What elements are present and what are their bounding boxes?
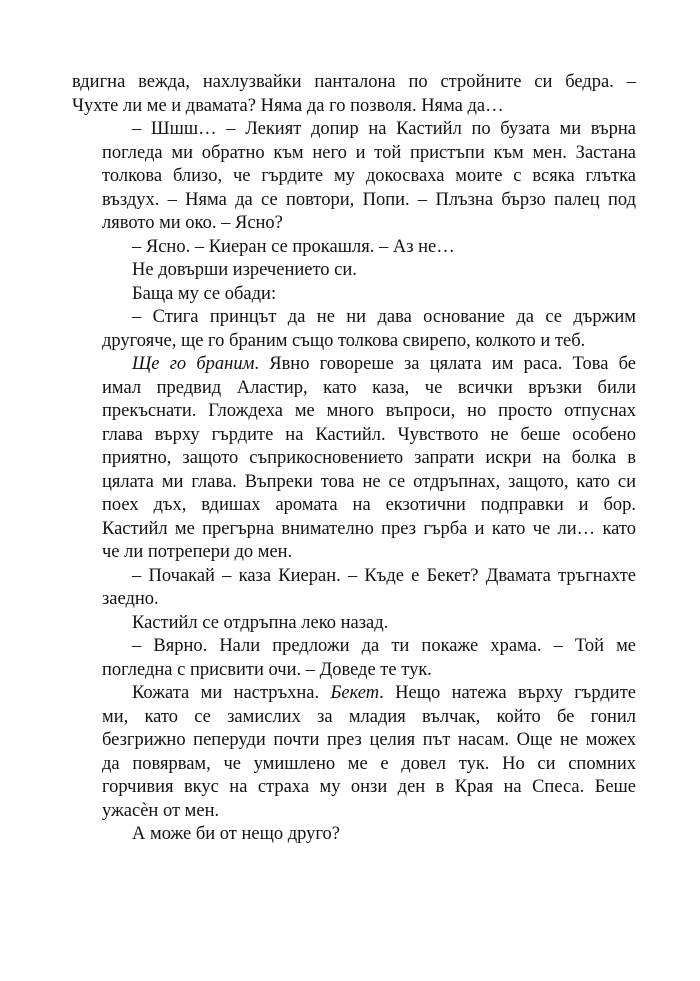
text-line: горчивия вкус на страха му онзи ден в Края на Спеса. Беше xyxy=(102,777,636,797)
text-line: погледа ми обратно към него и той пристъпи към мен. Застана xyxy=(102,142,636,163)
text-line xyxy=(72,353,636,377)
text-line: погледна с присвити очи. – Доведе те тук. xyxy=(102,659,432,680)
text-line: ми, като се замислих за младия вълчак, който бе гонил xyxy=(102,706,636,727)
text-line: да повярвам, че умишлено ме е довел тук. Но си спомних xyxy=(102,753,636,774)
paragraph xyxy=(72,236,636,260)
italic-phrase: Ще го браним xyxy=(132,354,255,374)
text-line: другояче, ще го браним също толкова свирепо, колкото и теб. xyxy=(102,330,586,351)
text-line: безгрижно пеперуди почти през целия път насам. Още не можех xyxy=(102,730,636,750)
text-line: имал предвид Аластир, като каза, че всички връзки били xyxy=(102,377,636,398)
text-line: въздух. – Няма да се повтори, Попи. – Плъзна бързо палец под xyxy=(102,189,636,210)
paragraph xyxy=(72,283,636,307)
text-line: вдигна вежда, нахлузвайки панталона по стройните си бедра. – xyxy=(72,72,636,92)
text-line: Кастийл се отдръпна леко назад. xyxy=(132,612,389,633)
text-line: че ли потрепери до мен. xyxy=(102,542,293,562)
text-line: цялата ми глава. Въпреки това не се отдръпнах, защото, като си xyxy=(102,471,636,492)
text-line: Чухте ли ме и двамата? Няма да го позволя. Няма да… xyxy=(72,95,504,116)
text-line: Не довърши изречението си. xyxy=(132,260,357,280)
text-line: ужасѐн от мен. xyxy=(102,800,220,821)
paragraph xyxy=(72,823,636,847)
text-line: – Почакай – каза Киеран. – Къде е Бекет? Двамата тръгнахте xyxy=(132,565,636,586)
paragraph xyxy=(72,682,636,823)
paragraph xyxy=(72,612,636,636)
paragraph xyxy=(72,565,636,612)
paragraph xyxy=(72,118,636,236)
text-line: А може би от нещо друго? xyxy=(132,824,340,844)
text-run: Кожата ми настръхна. xyxy=(132,683,331,703)
text-line xyxy=(72,682,636,706)
body-text xyxy=(72,71,636,847)
text-line: толкова близо, че гърдите му докосваха моите с всяка глътка xyxy=(102,166,636,186)
text-line: – Стига принцът да не ни дава основание да се държим xyxy=(132,307,636,327)
text-line: – Ясно. – Киеран се прокашля. – Аз не… xyxy=(132,236,455,257)
text-line: заедно. xyxy=(102,589,159,609)
italic-phrase: Бекет xyxy=(330,683,380,703)
text-line: поех дъх, вдишах аромата на екзотични подправки и бор. xyxy=(102,495,636,515)
text-line: – Шшш… – Лекият допир на Кастийл по бузата ми върна xyxy=(132,119,636,139)
paragraph xyxy=(72,635,636,682)
paragraph xyxy=(72,353,636,565)
text-line: глава върху гърдите на Кастийл. Чувството не беше особено xyxy=(102,424,636,445)
text-line: прекъснати. Глождеха ме много въпроси, но просто отпуснах xyxy=(102,401,636,421)
text-run: . Нещо натежа върху гърдите xyxy=(379,683,636,703)
text-line: Баща му се обади: xyxy=(132,283,277,304)
text-line: – Вярно. Нали предложи да ти покаже храма. – Той ме xyxy=(132,636,636,656)
text-line: Кастийл ме прегърна внимателно през гърба и като че ли… като xyxy=(102,518,636,539)
text-line: приятно, защото съприкосновението запрати искри на болка в xyxy=(102,448,636,468)
paragraph xyxy=(72,71,636,118)
text-run: . Явно говореше за цялата им раса. Това бе xyxy=(254,354,636,374)
text-line: лявото ми око. – Ясно? xyxy=(102,213,283,233)
paragraph xyxy=(72,259,636,283)
paragraph xyxy=(72,306,636,353)
